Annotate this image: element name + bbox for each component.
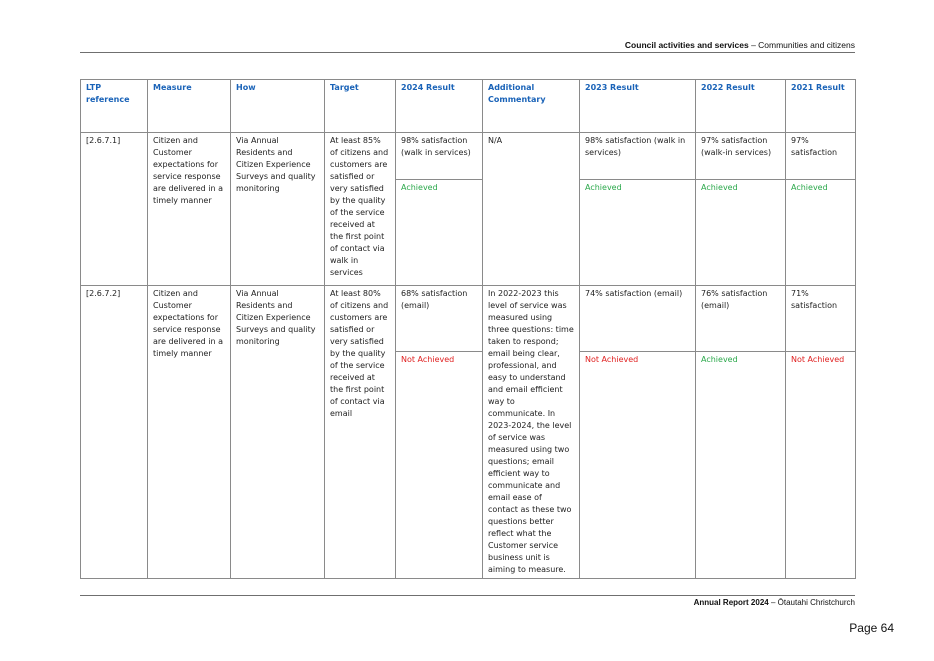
status-2022: Achieved [696, 180, 786, 286]
cell-2023-result: 74% satisfaction (email) [580, 286, 696, 352]
footer-report-subtitle: – Ōtautahi Christchurch [768, 598, 855, 607]
cell-ref: [2.6.7.2] [81, 286, 148, 579]
status-2023: Not Achieved [580, 351, 696, 578]
table-header-row [81, 80, 856, 133]
cell-2024-result: 68% satisfaction (email) [396, 286, 483, 352]
footer-report-title: Annual Report 2024 [693, 598, 769, 607]
results-table [80, 79, 856, 579]
cell-2023-result: 98% satisfaction (walk in services) [580, 133, 696, 180]
col-header-target: Target [325, 80, 396, 133]
col-header-how: How [231, 80, 325, 133]
status-2023: Achieved [580, 180, 696, 286]
col-header-2024: 2024 Result [396, 80, 483, 133]
page-header [80, 40, 855, 52]
header-rule [80, 52, 855, 53]
cell-measure: Citizen and Customer expectations for service response are delivered in a timely manner [148, 133, 231, 286]
cell-how: Via Annual Residents and Citizen Experience Surveys and quality monitoring [231, 133, 325, 286]
cell-ref: [2.6.7.1] [81, 133, 148, 286]
cell-2024-result: 98% satisfaction (walk in services) [396, 133, 483, 180]
col-header-ltp: LTP reference [81, 80, 148, 133]
cell-2022-result: 97% satisfaction (walk-in services) [696, 133, 786, 180]
footer-rule [80, 595, 855, 596]
col-header-measure: Measure [148, 80, 231, 133]
table-row [81, 133, 856, 180]
col-header-2023: 2023 Result [580, 80, 696, 133]
page-number: Page 64 [849, 621, 894, 635]
col-header-commentary: Additional Commentary [483, 80, 580, 133]
cell-2021-result: 71% satisfaction [786, 286, 856, 352]
col-header-2021: 2021 Result [786, 80, 856, 133]
table-row [81, 286, 856, 352]
cell-how: Via Annual Residents and Citizen Experience Surveys and quality monitoring [231, 286, 325, 579]
status-2021: Not Achieved [786, 351, 856, 578]
header-section-title: Council activities and services [624, 40, 749, 50]
cell-2022-result: 76% satisfaction (email) [696, 286, 786, 352]
cell-commentary: N/A [483, 133, 580, 286]
status-2022: Achieved [696, 351, 786, 578]
status-2024: Achieved [396, 180, 483, 286]
cell-measure: Citizen and Customer expectations for service response are delivered in a timely manner [148, 286, 231, 579]
status-2024: Not Achieved [396, 351, 483, 578]
status-2021: Achieved [786, 180, 856, 286]
col-header-2022: 2022 Result [696, 80, 786, 133]
cell-2021-result: 97% satisfaction [786, 133, 856, 180]
cell-commentary: In 2022-2023 this level of service was measured using three questions: time taken to respond; email being clear, professional, and easy to understand and email efficient way to communicate. In 2023-2024, the level of service was measured using two questions; email efficient way to communicate and email ease of contact as these two questions better reflect what the Customer service business unit is aiming to measure. [483, 286, 580, 579]
page-footer [80, 598, 855, 607]
cell-target: At least 85% of citizens and customers are satisfied or very satisfied by the quality of the service received at the first point of contact via walk in services [325, 133, 396, 286]
header-section-subtitle: – Communities and citizens [748, 40, 855, 50]
cell-target: At least 80% of citizens and customers are satisfied or very satisfied by the quality of the service received at the first point of contact via email [325, 286, 396, 579]
